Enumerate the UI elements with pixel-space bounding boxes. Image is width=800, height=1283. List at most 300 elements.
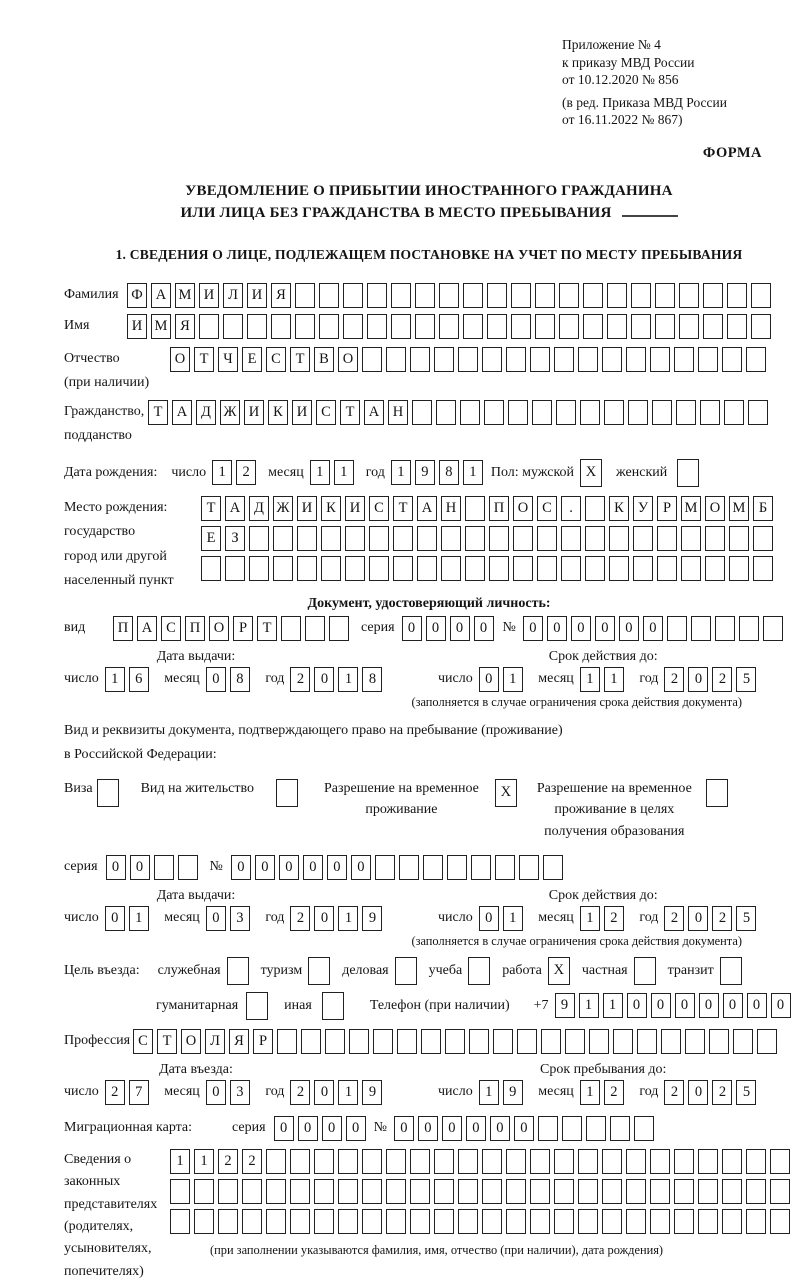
char-box[interactable]	[367, 314, 387, 339]
char-box[interactable]	[530, 1209, 550, 1234]
char-box[interactable]: 0	[327, 855, 347, 880]
char-box[interactable]	[170, 1209, 190, 1234]
char-box[interactable]: 0	[105, 906, 125, 931]
char-box[interactable]	[556, 400, 576, 425]
char-box[interactable]: С	[316, 400, 336, 425]
char-box[interactable]	[369, 526, 389, 551]
char-box[interactable]	[720, 957, 742, 985]
char-box[interactable]: 0	[442, 1116, 462, 1141]
char-box[interactable]	[482, 1149, 502, 1174]
char-box[interactable]	[541, 1029, 561, 1054]
char-box[interactable]: 0	[231, 855, 251, 880]
char-box[interactable]	[583, 314, 603, 339]
char-box[interactable]	[535, 314, 555, 339]
char-box[interactable]	[613, 1029, 633, 1054]
char-box[interactable]	[447, 855, 467, 880]
char-box[interactable]	[633, 526, 653, 551]
char-box[interactable]: О	[170, 347, 190, 372]
char-box[interactable]	[626, 1179, 646, 1204]
char-box[interactable]: 9	[362, 1080, 382, 1105]
char-box[interactable]	[519, 855, 539, 880]
char-box[interactable]	[495, 855, 515, 880]
char-box[interactable]: X	[548, 957, 570, 985]
char-box[interactable]: 0	[514, 1116, 534, 1141]
char-box[interactable]: 2	[604, 1080, 624, 1105]
char-box[interactable]: 0	[255, 855, 275, 880]
char-box[interactable]	[698, 347, 718, 372]
char-box[interactable]	[386, 1149, 406, 1174]
char-box[interactable]: Я	[229, 1029, 249, 1054]
char-box[interactable]: 0	[747, 993, 767, 1018]
char-box[interactable]	[722, 1149, 742, 1174]
char-box[interactable]	[554, 1209, 574, 1234]
char-box[interactable]: 2	[218, 1149, 238, 1174]
char-box[interactable]	[345, 556, 365, 581]
char-box[interactable]	[194, 1179, 214, 1204]
char-box[interactable]: 0	[426, 616, 446, 641]
char-box[interactable]: 0	[402, 616, 422, 641]
char-box[interactable]: Т	[340, 400, 360, 425]
char-box[interactable]: И	[292, 400, 312, 425]
char-box[interactable]: Н	[441, 496, 461, 521]
char-box[interactable]: С	[161, 616, 181, 641]
char-box[interactable]: Л	[205, 1029, 225, 1054]
char-box[interactable]: 1	[129, 906, 149, 931]
char-box[interactable]: 0	[771, 993, 791, 1018]
char-box[interactable]	[610, 1116, 630, 1141]
char-box[interactable]: Т	[393, 496, 413, 521]
char-box[interactable]: 9	[362, 906, 382, 931]
char-box[interactable]	[345, 526, 365, 551]
char-box[interactable]: 2	[290, 667, 310, 692]
char-box[interactable]	[469, 1029, 489, 1054]
char-box[interactable]	[412, 400, 432, 425]
char-box[interactable]	[343, 283, 363, 308]
char-box[interactable]	[631, 314, 651, 339]
char-box[interactable]	[538, 1116, 558, 1141]
char-box[interactable]	[657, 556, 677, 581]
char-box[interactable]: Я	[175, 314, 195, 339]
char-box[interactable]	[506, 347, 526, 372]
char-box[interactable]	[562, 1116, 582, 1141]
char-box[interactable]: 1	[212, 460, 232, 485]
char-box[interactable]	[343, 314, 363, 339]
char-box[interactable]	[249, 526, 269, 551]
char-box[interactable]	[685, 1029, 705, 1054]
char-box[interactable]	[703, 314, 723, 339]
char-box[interactable]: 0	[346, 1116, 366, 1141]
char-box[interactable]	[439, 314, 459, 339]
char-box[interactable]	[626, 1149, 646, 1174]
char-box[interactable]: Е	[242, 347, 262, 372]
char-box[interactable]	[322, 992, 344, 1020]
char-box[interactable]	[242, 1209, 262, 1234]
char-box[interactable]: 0	[688, 906, 708, 931]
char-box[interactable]	[246, 992, 268, 1020]
char-box[interactable]	[746, 1209, 766, 1234]
char-box[interactable]	[607, 283, 627, 308]
char-box[interactable]: 1	[580, 667, 600, 692]
char-box[interactable]	[266, 1209, 286, 1234]
char-box[interactable]	[338, 1149, 358, 1174]
char-box[interactable]	[748, 400, 768, 425]
char-box[interactable]	[559, 283, 579, 308]
char-box[interactable]	[517, 1029, 537, 1054]
char-box[interactable]	[724, 400, 744, 425]
char-box[interactable]: 0	[314, 906, 334, 931]
char-box[interactable]: 1	[170, 1149, 190, 1174]
char-box[interactable]: 1	[194, 1149, 214, 1174]
char-box[interactable]	[386, 1209, 406, 1234]
char-box[interactable]: 0	[418, 1116, 438, 1141]
char-box[interactable]: К	[268, 400, 288, 425]
char-box[interactable]	[391, 283, 411, 308]
char-box[interactable]	[487, 314, 507, 339]
char-box[interactable]	[218, 1179, 238, 1204]
char-box[interactable]	[297, 526, 317, 551]
char-box[interactable]: 0	[479, 667, 499, 692]
char-box[interactable]: 0	[206, 1080, 226, 1105]
char-box[interactable]	[602, 1149, 622, 1174]
char-box[interactable]	[628, 400, 648, 425]
char-box[interactable]	[674, 1149, 694, 1174]
char-box[interactable]: 0	[450, 616, 470, 641]
char-box[interactable]	[386, 347, 406, 372]
char-box[interactable]	[727, 314, 747, 339]
char-box[interactable]: 0	[675, 993, 695, 1018]
char-box[interactable]	[329, 616, 349, 641]
char-box[interactable]	[559, 314, 579, 339]
char-box[interactable]	[362, 347, 382, 372]
char-box[interactable]: 2	[712, 1080, 732, 1105]
char-box[interactable]: 0	[547, 616, 567, 641]
char-box[interactable]	[301, 1029, 321, 1054]
char-box[interactable]	[458, 1209, 478, 1234]
char-box[interactable]	[154, 855, 174, 880]
char-box[interactable]	[436, 400, 456, 425]
char-box[interactable]: 3	[230, 1080, 250, 1105]
char-box[interactable]	[386, 1179, 406, 1204]
char-box[interactable]	[338, 1209, 358, 1234]
char-box[interactable]: О	[181, 1029, 201, 1054]
char-box[interactable]	[511, 283, 531, 308]
char-box[interactable]: К	[609, 496, 629, 521]
char-box[interactable]	[395, 957, 417, 985]
char-box[interactable]: 9	[503, 1080, 523, 1105]
char-box[interactable]	[434, 1149, 454, 1174]
char-box[interactable]	[314, 1149, 334, 1174]
char-box[interactable]: Е	[201, 526, 221, 551]
char-box[interactable]: 3	[230, 906, 250, 931]
char-box[interactable]	[271, 314, 291, 339]
char-box[interactable]	[434, 1209, 454, 1234]
char-box[interactable]	[373, 1029, 393, 1054]
char-box[interactable]	[506, 1209, 526, 1234]
char-box[interactable]: В	[314, 347, 334, 372]
char-box[interactable]	[415, 314, 435, 339]
char-box[interactable]	[634, 1116, 654, 1141]
char-box[interactable]	[471, 855, 491, 880]
char-box[interactable]	[290, 1149, 310, 1174]
char-box[interactable]: 1	[580, 1080, 600, 1105]
char-box[interactable]: 2	[290, 906, 310, 931]
char-box[interactable]: 2	[664, 1080, 684, 1105]
char-box[interactable]: 2	[664, 906, 684, 931]
char-box[interactable]: П	[185, 616, 205, 641]
char-box[interactable]	[554, 1179, 574, 1204]
char-box[interactable]	[602, 1209, 622, 1234]
char-box[interactable]	[681, 556, 701, 581]
char-box[interactable]: 0	[688, 667, 708, 692]
char-box[interactable]: 1	[503, 667, 523, 692]
char-box[interactable]: О	[209, 616, 229, 641]
char-box[interactable]	[439, 283, 459, 308]
char-box[interactable]	[441, 526, 461, 551]
char-box[interactable]: З	[225, 526, 245, 551]
char-box[interactable]: Н	[388, 400, 408, 425]
char-box[interactable]	[770, 1179, 790, 1204]
char-box[interactable]	[194, 1209, 214, 1234]
char-box[interactable]	[698, 1209, 718, 1234]
char-box[interactable]	[633, 556, 653, 581]
char-box[interactable]	[465, 496, 485, 521]
char-box[interactable]: 2	[604, 906, 624, 931]
char-box[interactable]	[369, 556, 389, 581]
char-box[interactable]	[722, 347, 742, 372]
char-box[interactable]	[458, 1149, 478, 1174]
char-box[interactable]: 0	[523, 616, 543, 641]
char-box[interactable]	[609, 556, 629, 581]
char-box[interactable]	[410, 1149, 430, 1174]
char-box[interactable]: М	[681, 496, 701, 521]
char-box[interactable]	[314, 1209, 334, 1234]
char-box[interactable]: 0	[279, 855, 299, 880]
char-box[interactable]: 2	[105, 1080, 125, 1105]
char-box[interactable]: 1	[338, 1080, 358, 1105]
char-box[interactable]	[677, 459, 699, 487]
char-box[interactable]	[580, 400, 600, 425]
char-box[interactable]	[585, 496, 605, 521]
char-box[interactable]: И	[127, 314, 147, 339]
char-box[interactable]	[565, 1029, 585, 1054]
char-box[interactable]	[249, 556, 269, 581]
char-box[interactable]	[362, 1209, 382, 1234]
char-box[interactable]	[626, 347, 646, 372]
char-box[interactable]	[657, 526, 677, 551]
char-box[interactable]: 1	[463, 460, 483, 485]
char-box[interactable]: Л	[223, 283, 243, 308]
char-box[interactable]	[770, 1209, 790, 1234]
char-box[interactable]	[247, 314, 267, 339]
char-box[interactable]: 0	[298, 1116, 318, 1141]
char-box[interactable]	[484, 400, 504, 425]
char-box[interactable]	[705, 526, 725, 551]
char-box[interactable]	[393, 556, 413, 581]
char-box[interactable]: 5	[736, 1080, 756, 1105]
char-box[interactable]	[434, 1179, 454, 1204]
char-box[interactable]	[410, 1209, 430, 1234]
char-box[interactable]	[578, 1179, 598, 1204]
char-box[interactable]	[508, 400, 528, 425]
char-box[interactable]	[338, 1179, 358, 1204]
char-box[interactable]: X	[580, 459, 602, 487]
char-box[interactable]: М	[729, 496, 749, 521]
char-box[interactable]	[399, 855, 419, 880]
char-box[interactable]: 0	[206, 667, 226, 692]
char-box[interactable]: 0	[723, 993, 743, 1018]
char-box[interactable]	[746, 1149, 766, 1174]
char-box[interactable]	[679, 283, 699, 308]
char-box[interactable]	[746, 1179, 766, 1204]
char-box[interactable]	[757, 1029, 777, 1054]
char-box[interactable]: 1	[579, 993, 599, 1018]
char-box[interactable]	[604, 400, 624, 425]
char-box[interactable]: 0	[699, 993, 719, 1018]
char-box[interactable]: .	[561, 496, 581, 521]
char-box[interactable]: 0	[314, 1080, 334, 1105]
char-box[interactable]	[729, 526, 749, 551]
char-box[interactable]: Б	[753, 496, 773, 521]
char-box[interactable]	[652, 400, 672, 425]
char-box[interactable]: С	[537, 496, 557, 521]
char-box[interactable]	[637, 1029, 657, 1054]
char-box[interactable]	[753, 526, 773, 551]
char-box[interactable]: 1	[338, 667, 358, 692]
char-box[interactable]	[631, 283, 651, 308]
char-box[interactable]	[97, 779, 119, 807]
char-box[interactable]: А	[151, 283, 171, 308]
char-box[interactable]	[308, 957, 330, 985]
char-box[interactable]: Т	[194, 347, 214, 372]
char-box[interactable]: Ж	[220, 400, 240, 425]
char-box[interactable]: И	[247, 283, 267, 308]
char-box[interactable]	[589, 1029, 609, 1054]
char-box[interactable]	[578, 1209, 598, 1234]
char-box[interactable]: 0	[643, 616, 663, 641]
char-box[interactable]	[583, 283, 603, 308]
char-box[interactable]: Т	[201, 496, 221, 521]
char-box[interactable]: 1	[604, 667, 624, 692]
char-box[interactable]	[375, 855, 395, 880]
char-box[interactable]	[626, 1209, 646, 1234]
char-box[interactable]	[276, 779, 298, 807]
char-box[interactable]: X	[495, 779, 517, 807]
char-box[interactable]	[223, 314, 243, 339]
char-box[interactable]	[561, 526, 581, 551]
char-box[interactable]: 0	[274, 1116, 294, 1141]
char-box[interactable]	[281, 616, 301, 641]
char-box[interactable]: 9	[415, 460, 435, 485]
char-box[interactable]	[319, 283, 339, 308]
char-box[interactable]	[277, 1029, 297, 1054]
char-box[interactable]	[487, 283, 507, 308]
char-box[interactable]	[674, 347, 694, 372]
char-box[interactable]	[753, 556, 773, 581]
char-box[interactable]: 1	[310, 460, 330, 485]
char-box[interactable]: 8	[362, 667, 382, 692]
char-box[interactable]: 1	[334, 460, 354, 485]
char-box[interactable]: А	[417, 496, 437, 521]
char-box[interactable]: 6	[129, 667, 149, 692]
char-box[interactable]: Р	[253, 1029, 273, 1054]
char-box[interactable]	[703, 283, 723, 308]
char-box[interactable]	[655, 283, 675, 308]
char-box[interactable]	[537, 526, 557, 551]
char-box[interactable]	[727, 283, 747, 308]
char-box[interactable]: 0	[619, 616, 639, 641]
char-box[interactable]	[674, 1179, 694, 1204]
char-box[interactable]	[199, 314, 219, 339]
char-box[interactable]: 8	[439, 460, 459, 485]
char-box[interactable]	[513, 556, 533, 581]
char-box[interactable]: Т	[148, 400, 168, 425]
char-box[interactable]: П	[113, 616, 133, 641]
char-box[interactable]	[468, 957, 490, 985]
char-box[interactable]	[325, 1029, 345, 1054]
char-box[interactable]	[423, 855, 443, 880]
char-box[interactable]	[586, 1116, 606, 1141]
char-box[interactable]: Ч	[218, 347, 238, 372]
char-box[interactable]: 2	[664, 667, 684, 692]
char-box[interactable]	[493, 1029, 513, 1054]
char-box[interactable]: У	[633, 496, 653, 521]
char-box[interactable]: Ф	[127, 283, 147, 308]
char-box[interactable]	[602, 347, 622, 372]
char-box[interactable]: А	[225, 496, 245, 521]
char-box[interactable]	[441, 556, 461, 581]
char-box[interactable]	[489, 556, 509, 581]
char-box[interactable]: О	[513, 496, 533, 521]
char-box[interactable]	[537, 556, 557, 581]
char-box[interactable]: 0	[394, 1116, 414, 1141]
char-box[interactable]	[729, 556, 749, 581]
char-box[interactable]	[465, 556, 485, 581]
char-box[interactable]	[410, 1179, 430, 1204]
char-box[interactable]	[321, 556, 341, 581]
char-box[interactable]	[585, 526, 605, 551]
char-box[interactable]: 1	[603, 993, 623, 1018]
char-box[interactable]	[397, 1029, 417, 1054]
char-box[interactable]: А	[364, 400, 384, 425]
char-box[interactable]	[715, 616, 735, 641]
char-box[interactable]: 0	[466, 1116, 486, 1141]
char-box[interactable]	[535, 283, 555, 308]
char-box[interactable]	[290, 1179, 310, 1204]
char-box[interactable]	[465, 526, 485, 551]
char-box[interactable]: 2	[290, 1080, 310, 1105]
char-box[interactable]	[319, 314, 339, 339]
char-box[interactable]	[561, 556, 581, 581]
char-box[interactable]	[751, 314, 771, 339]
char-box[interactable]	[578, 347, 598, 372]
char-box[interactable]: 5	[736, 906, 756, 931]
char-box[interactable]	[609, 526, 629, 551]
char-box[interactable]: 9	[555, 993, 575, 1018]
char-box[interactable]	[391, 314, 411, 339]
char-box[interactable]: 0	[571, 616, 591, 641]
char-box[interactable]	[242, 1179, 262, 1204]
char-box[interactable]	[655, 314, 675, 339]
char-box[interactable]	[305, 616, 325, 641]
char-box[interactable]	[297, 556, 317, 581]
char-box[interactable]	[650, 1179, 670, 1204]
char-box[interactable]: П	[489, 496, 509, 521]
char-box[interactable]	[554, 1149, 574, 1174]
char-box[interactable]: 0	[106, 855, 126, 880]
char-box[interactable]	[698, 1179, 718, 1204]
char-box[interactable]: 2	[712, 906, 732, 931]
char-box[interactable]	[362, 1149, 382, 1174]
